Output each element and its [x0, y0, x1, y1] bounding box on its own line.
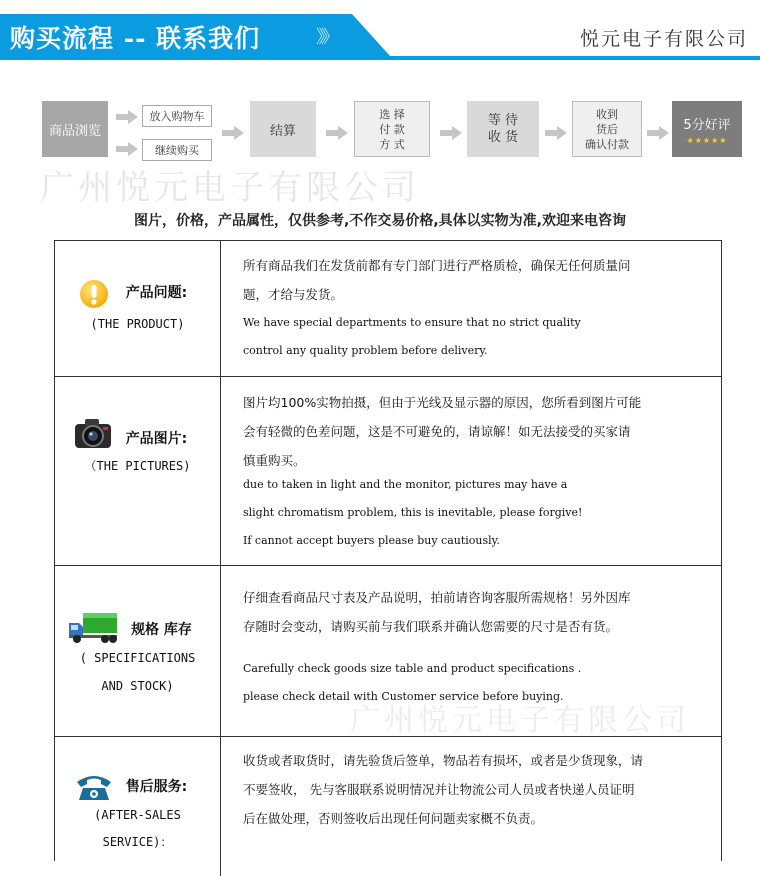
watermark: 广州悦元电子有限公司	[40, 168, 420, 208]
text-line: 存随时会变动，请购买前与我们联系并确认您需要的尺寸是否有货。	[243, 619, 619, 634]
text-line: due to taken in light and the monitor, pictures may have a	[243, 478, 568, 491]
flow-step-label: 5分好评	[683, 117, 731, 133]
text-line: 慎重购买。	[243, 453, 306, 468]
row-text-zh	[243, 251, 703, 309]
arrow-right-icon	[440, 126, 462, 140]
row-title-en: (THE PRODUCT)	[90, 317, 185, 331]
company-name: 悦元电子有限公司	[579, 28, 748, 50]
row-text-zh	[243, 388, 703, 475]
row-header	[55, 736, 221, 876]
watermark: 广州悦元电子有限公司	[350, 703, 690, 738]
row-title-zh	[55, 280, 220, 307]
row-content	[221, 241, 721, 376]
table-row	[55, 241, 721, 377]
text-line: If cannot accept buyers please buy cautiously.	[243, 534, 500, 547]
text-line: slight chromatism problem, this is inevitable, please forgive!	[243, 506, 583, 519]
text-line: 会有轻微的色差问题，这是不可避免的，请谅解！如无法接受的买家请	[243, 424, 631, 439]
header	[0, 0, 760, 72]
row-title-en: （THE PICTURES)	[84, 459, 191, 473]
info-table	[54, 240, 722, 861]
row-text-zh	[243, 746, 703, 833]
flow-step-label: 确认付款	[585, 137, 629, 151]
flow-step-label: 收到	[596, 107, 618, 121]
flow-step-checkout	[250, 101, 316, 157]
flow-step-browse	[42, 101, 108, 157]
text-line: please check detail with Customer service before buying.	[243, 690, 564, 703]
flow-step-continue	[142, 139, 212, 161]
flow-step-wait	[467, 101, 539, 157]
flow-step-label: 继续购买	[155, 144, 199, 157]
row-text-en	[243, 471, 711, 555]
flow-step-label: 方 式	[379, 137, 405, 151]
row-header	[55, 241, 221, 376]
flow-step-label: 选 择	[379, 107, 405, 121]
row-header	[55, 376, 221, 565]
text-line: We have special departments to ensure that no strict quality	[243, 316, 581, 329]
purchase-flow	[0, 96, 760, 166]
flow-step-label: 放入购物车	[149, 110, 205, 123]
flow-step-label: 收 货	[487, 130, 519, 145]
row-title-label: 规格 库存	[131, 622, 192, 638]
flow-step-label: 等 待	[487, 113, 519, 128]
flow-step-label: 货后	[596, 122, 618, 136]
table-row	[55, 736, 721, 876]
star-rating-icon: ★★★★★	[686, 135, 728, 145]
row-text-en	[243, 309, 711, 365]
table-row	[55, 376, 721, 566]
flow-step-payment	[354, 101, 430, 157]
text-line: Carefully check goods size table and product specifications .	[243, 662, 582, 675]
flow-step-rating	[672, 101, 742, 157]
row-text-zh	[243, 583, 703, 641]
row-title-zh	[55, 617, 220, 644]
row-title-label: 产品图片:	[125, 431, 188, 447]
row-title-label: 售后服务:	[125, 779, 188, 795]
row-title-en: SERVICE)：	[102, 835, 173, 849]
text-line: 仔细查看商品尺寸表及产品说明，拍前请咨询客服所需规格！另外因库	[243, 590, 631, 605]
row-title-label: 产品问题:	[125, 285, 188, 301]
arrow-right-icon	[116, 110, 138, 124]
row-title-en: ( SPECIFICATIONS	[79, 651, 196, 665]
arrow-right-icon	[116, 142, 138, 156]
text-line: 题，才给与发货。	[243, 287, 344, 302]
flow-step-label: 付 款	[379, 122, 405, 136]
text-line: 不要签收， 先与客服联系说明情况并让物流公司人员或者快递人员证明	[243, 782, 635, 797]
row-title-en: AND STOCK)	[101, 679, 174, 693]
row-content	[221, 376, 721, 565]
row-title-zh	[55, 774, 220, 801]
arrow-right-icon	[647, 126, 669, 140]
row-title-zh	[55, 426, 220, 453]
text-line: control any quality problem before delivery.	[243, 344, 488, 357]
row-content	[221, 736, 721, 876]
double-chevron-icon: 》》	[316, 27, 335, 48]
flow-step-label: 结算	[269, 123, 296, 139]
arrow-right-icon	[222, 126, 244, 140]
text-line: 收货或者取货时，请先验货后签单，物品若有损坏，或者是少货现象，请	[243, 753, 644, 768]
flow-step-add-cart	[142, 105, 212, 127]
text-line: 所有商品我们在发货前都有专门部门进行严格质检，确保无任何质量问	[243, 258, 631, 273]
arrow-right-icon	[545, 126, 567, 140]
flow-step-confirm	[572, 101, 642, 157]
arrow-right-icon	[326, 126, 348, 140]
text-line: 图片均100%实物拍摄，但由于光线及显示器的原因，您所看到图片可能	[243, 395, 642, 410]
row-title-en: (AFTER-SALES	[94, 808, 181, 822]
text-line: 后在做处理，否则签收后出现任何问题卖家概不负责。	[243, 811, 544, 826]
notice-text: 图片，价格，产品属性，仅供参考,不作交易价格,具体以实物为准,欢迎来电咨询	[134, 213, 626, 229]
page-title: 购买流程 -- 联系我们	[10, 24, 261, 53]
row-header	[55, 565, 221, 736]
flow-step-label: 商品浏览	[48, 123, 101, 139]
